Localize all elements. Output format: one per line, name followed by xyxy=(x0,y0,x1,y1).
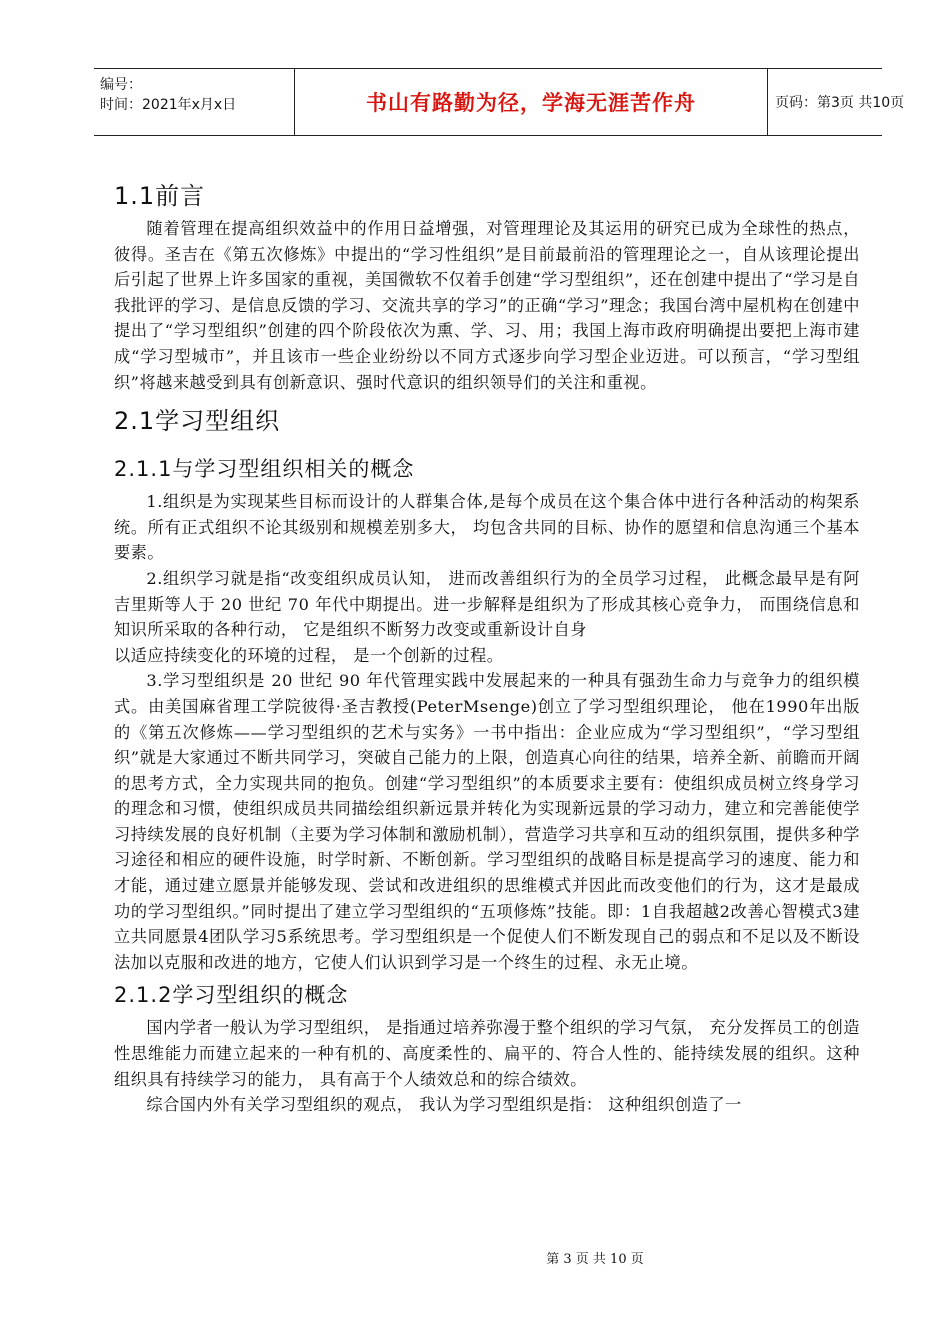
header-page-number: 页码：第3页 共10页 xyxy=(775,95,905,111)
paragraph-org-learning: 2.组织学习就是指“改变组织成员认知， 进而改善组织行为的全员学习过程， 此概念最早是有阿吉里斯等人于 20 世纪 70 年代中期提出。进一步解释是组织为了形成其核心竞争力， 而围绕信息和知识所采取的各种行动， 它是组织不断努力改变或重新设计自身 xyxy=(114,568,860,640)
header-motto-cell xyxy=(294,69,768,135)
motto-text: 书山有路勤为径，学海无涯苦作舟 xyxy=(366,91,696,115)
paragraph-org-learning-continued: 以适应持续变化的环境的过程， 是一个创新的过程。 xyxy=(114,645,504,665)
serial-label: 编号： xyxy=(100,77,142,93)
preface-paragraph: 随着管理在提高组织效益中的作用日益增强，对管理理论及其运用的研究已成为全球性的热点，彼得。圣吉在《第五次修炼》中提出的“学习性组织”是目前最前沿的管理理论之一，自从该理论提出后引起了世界上许多国家的重视，美国微软不仅着手创建“学习型组织”，还在创建中提出了“学习是自我批评的学习、是信息反馈的学习、交流共享的学习”的正确“学习”理念；我国台湾中屋机构在创建中提出了“学习型组织”创建的四个阶段依次为熏、学、习、用；我国上海市政府明确提出要把上海市建成“学习型城市”，并且该市一些企业纷纷以不同方式逐步向学习型企业迈进。可以预言，“学习型组织”将越来越受到具有创新意识、强时代意识的组织领导们的关注和重视。 xyxy=(114,219,860,392)
subsection-title-concept: 2.1.2学习型组织的概念 xyxy=(114,983,349,1008)
section-title-learning-org: 2.1学习型组织 xyxy=(114,407,281,436)
footer-page-number: 第 3 页 共 10 页 xyxy=(546,1252,644,1267)
paragraph-organization: 1.组织是为实现某些目标而设计的人群集合体,是每个成员在这个集合体中进行各种活动的构架系统。所有正式组织不论其级别和规模差别多大， 均包含共同的目标、协作的愿望和信息沟通三个基本要素。 xyxy=(114,492,860,563)
document-body xyxy=(114,176,860,1118)
paragraph-learning-org: 3.学习型组织是 20 世纪 90 年代管理实践中发展起来的一种具有强劲生命力与竞争力的组织模式。由美国麻省理工学院彼得·圣吉教授(PeterMsenge)创立了学习型组织理论， 他在1990年出版的《第五次修炼——学习型组织的艺术与实务》一书中指出：企业应成为“学习型组织”，“学习型组织”就是大家通过不断共同学习，突破自己能力的上限，创造真心向往的结果，培养全新、前瞻而开阔的思考方式，全力实现共同的抱负。创建“学习型组织”的本质要求主要有：使组织成员树立终身学习的理念和习惯，使组织成员共同描绘组织新远景并转化为实现新远景的学习动力，建立和完善能使学习持续发展的良好机制（主要为学习体制和激励机制），营造学习共享和互动的组织氛围，提供多种学习途径和相应的硬件设施，时学时新、不断创新。学习型组织的战略目标是提高学习的速度、能力和才能，通过建立愿景并能够发现、尝试和改进组织的思维模式并因此而改变他们的行为，这才是最成功的学习型组织。”同时提出了建立学习型组织的“五项修炼”技能。即：1自我超越2改善心智模式3建立共同愿景4团队学习5系统思考。学习型组织是一个促使人们不断发现自己的弱点和不足以及不断设法加以克服和改进的地方，它使人们认识到学习是一个终生的过程、永无止境。 xyxy=(114,671,860,972)
header-left-cell xyxy=(94,69,294,141)
header-page-cell xyxy=(767,69,905,135)
time-text: 时间：2021年x月x日 xyxy=(100,97,237,113)
page-footer xyxy=(0,1248,950,1267)
paragraph-definition: 综合国内外有关学习型组织的观点， 我认为学习型组织是指： 这种组织创造了一 xyxy=(146,1095,742,1115)
subsection-title-related-concepts: 2.1.1与学习型组织相关的概念 xyxy=(114,457,415,482)
paragraph-domestic-view: 国内学者一般认为学习型组织， 是指通过培养弥漫于整个组织的学习气氛， 充分发挥员工的创造性思维能力而建立起来的一种有机的、高度柔性的、扁平的、符合人性的、能持续发展的组织。这种组织具有持续学习的能力， 具有高于个人绩效总和的综合绩效。 xyxy=(114,1018,860,1089)
section-title-preface: 1.1前言 xyxy=(114,182,206,210)
page-header xyxy=(94,68,905,136)
